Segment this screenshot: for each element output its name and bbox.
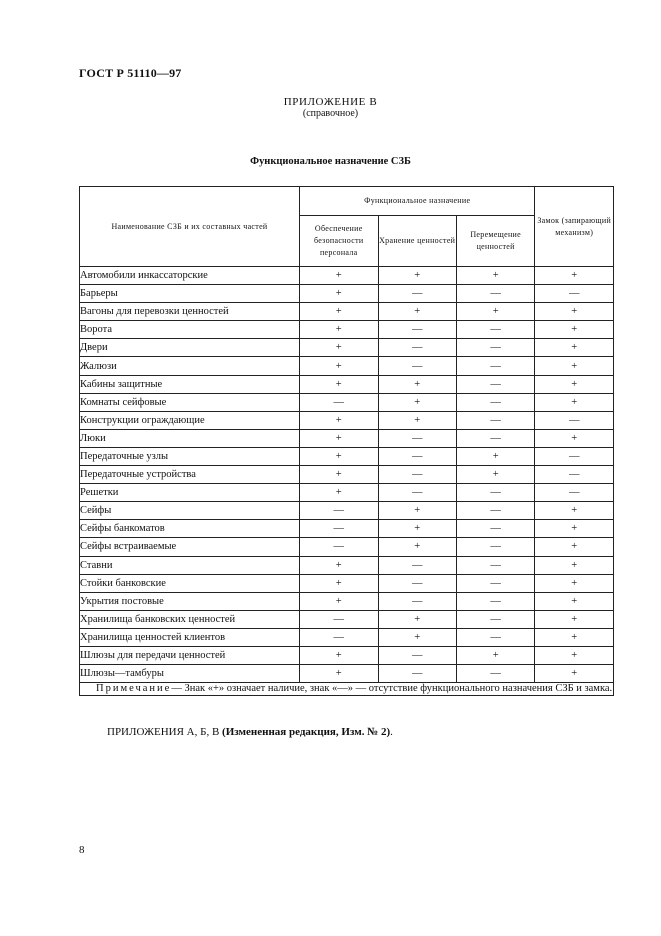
column-header-transfer: Перемещение ценностей bbox=[456, 216, 535, 267]
note-label: Примечание bbox=[96, 683, 172, 695]
cell-security: — bbox=[299, 502, 378, 520]
cell-storage: — bbox=[378, 646, 456, 664]
cell-security: — bbox=[299, 610, 378, 628]
cell-storage: + bbox=[378, 303, 456, 321]
cell-security: + bbox=[299, 466, 378, 484]
cell-transfer: — bbox=[456, 321, 535, 339]
table-note bbox=[80, 683, 614, 696]
cell-security: + bbox=[299, 339, 378, 357]
table-row bbox=[80, 556, 614, 574]
cell-transfer: — bbox=[456, 393, 535, 411]
cell-transfer: — bbox=[456, 502, 535, 520]
cell-storage: — bbox=[378, 665, 456, 683]
cell-lock: + bbox=[535, 502, 614, 520]
row-name: Сейфы банкоматов bbox=[80, 520, 300, 538]
cell-lock: + bbox=[535, 665, 614, 683]
table-row bbox=[80, 574, 614, 592]
document-code: ГОСТ Р 51110—97 bbox=[79, 66, 182, 80]
row-name: Комнаты сейфовые bbox=[80, 393, 300, 411]
row-name: Хранилища ценностей клиентов bbox=[80, 628, 300, 646]
table-row bbox=[80, 267, 614, 285]
cell-storage: — bbox=[378, 339, 456, 357]
cell-security: + bbox=[299, 646, 378, 664]
cell-lock: — bbox=[535, 484, 614, 502]
table-row bbox=[80, 628, 614, 646]
cell-lock: — bbox=[535, 411, 614, 429]
row-name: Ставни bbox=[80, 556, 300, 574]
table-row bbox=[80, 484, 614, 502]
cell-storage: — bbox=[378, 285, 456, 303]
table-row bbox=[80, 339, 614, 357]
column-header-name: Наименование СЗБ и их составных частей bbox=[80, 187, 300, 267]
cell-storage: + bbox=[378, 628, 456, 646]
cell-security: + bbox=[299, 447, 378, 465]
cell-transfer: — bbox=[456, 556, 535, 574]
row-name: Решетки bbox=[80, 484, 300, 502]
cell-security: + bbox=[299, 375, 378, 393]
cell-lock: + bbox=[535, 303, 614, 321]
row-name: Кабины защитные bbox=[80, 375, 300, 393]
cell-lock: + bbox=[535, 520, 614, 538]
cell-security: + bbox=[299, 556, 378, 574]
table-row bbox=[80, 411, 614, 429]
amendment-prefix: ПРИЛОЖЕНИЯ А, Б, В bbox=[107, 726, 220, 738]
cell-transfer: — bbox=[456, 628, 535, 646]
cell-lock: + bbox=[535, 267, 614, 285]
cell-storage: — bbox=[378, 592, 456, 610]
cell-lock: + bbox=[535, 393, 614, 411]
cell-transfer: + bbox=[456, 466, 535, 484]
cell-lock: + bbox=[535, 556, 614, 574]
table-row bbox=[80, 303, 614, 321]
column-header-storage: Хранение ценностей bbox=[378, 216, 456, 267]
cell-transfer: — bbox=[456, 484, 535, 502]
table-row bbox=[80, 393, 614, 411]
cell-security: — bbox=[299, 393, 378, 411]
cell-storage: + bbox=[378, 610, 456, 628]
table-row bbox=[80, 646, 614, 664]
cell-lock: + bbox=[535, 538, 614, 556]
cell-transfer: + bbox=[456, 267, 535, 285]
row-name: Шлюзы—тамбуры bbox=[80, 665, 300, 683]
cell-security: + bbox=[299, 592, 378, 610]
cell-transfer: — bbox=[456, 574, 535, 592]
table-row bbox=[80, 447, 614, 465]
cell-security: — bbox=[299, 628, 378, 646]
cell-transfer: — bbox=[456, 339, 535, 357]
cell-security: — bbox=[299, 520, 378, 538]
row-name: Укрытия постовые bbox=[80, 592, 300, 610]
row-name: Передаточные устройства bbox=[80, 466, 300, 484]
table-row bbox=[80, 375, 614, 393]
cell-lock: + bbox=[535, 429, 614, 447]
cell-transfer: — bbox=[456, 357, 535, 375]
cell-transfer: + bbox=[456, 447, 535, 465]
cell-lock: — bbox=[535, 285, 614, 303]
table-row bbox=[80, 592, 614, 610]
cell-security: + bbox=[299, 411, 378, 429]
cell-storage: + bbox=[378, 375, 456, 393]
cell-storage: — bbox=[378, 574, 456, 592]
table-row bbox=[80, 285, 614, 303]
cell-transfer: — bbox=[456, 538, 535, 556]
row-name: Автомобили инкассаторские bbox=[80, 267, 300, 285]
amendment-note bbox=[107, 726, 393, 738]
row-name: Хранилища банковских ценностей bbox=[80, 610, 300, 628]
table-row bbox=[80, 610, 614, 628]
cell-storage: + bbox=[378, 538, 456, 556]
cell-transfer: — bbox=[456, 610, 535, 628]
cell-storage: — bbox=[378, 447, 456, 465]
row-name: Ворота bbox=[80, 321, 300, 339]
cell-storage: + bbox=[378, 267, 456, 285]
cell-lock: + bbox=[535, 339, 614, 357]
row-name: Вагоны для перевозки ценностей bbox=[80, 303, 300, 321]
cell-security: + bbox=[299, 321, 378, 339]
table-row bbox=[80, 357, 614, 375]
cell-storage: — bbox=[378, 321, 456, 339]
cell-storage: — bbox=[378, 357, 456, 375]
cell-lock: + bbox=[535, 357, 614, 375]
row-name: Конструкции ограждающие bbox=[80, 411, 300, 429]
cell-storage: — bbox=[378, 466, 456, 484]
cell-storage: — bbox=[378, 484, 456, 502]
page-number: 8 bbox=[79, 844, 85, 856]
amendment-bold: (Измененная редакция, Изм. № 2) bbox=[222, 726, 391, 738]
cell-transfer: — bbox=[456, 285, 535, 303]
cell-lock: + bbox=[535, 375, 614, 393]
cell-transfer: + bbox=[456, 646, 535, 664]
cell-transfer: — bbox=[456, 592, 535, 610]
cell-security: + bbox=[299, 303, 378, 321]
cell-security: + bbox=[299, 574, 378, 592]
row-name: Сейфы встраиваемые bbox=[80, 538, 300, 556]
cell-lock: — bbox=[535, 447, 614, 465]
cell-storage: + bbox=[378, 520, 456, 538]
table-row bbox=[80, 466, 614, 484]
cell-transfer: — bbox=[456, 375, 535, 393]
cell-lock: + bbox=[535, 628, 614, 646]
cell-transfer: — bbox=[456, 665, 535, 683]
row-name: Жалюзи bbox=[80, 357, 300, 375]
table-body bbox=[80, 267, 614, 683]
cell-security: + bbox=[299, 665, 378, 683]
cell-lock: + bbox=[535, 592, 614, 610]
cell-lock: + bbox=[535, 646, 614, 664]
cell-transfer: + bbox=[456, 303, 535, 321]
appendix-title: ПРИЛОЖЕНИЕ В bbox=[283, 96, 378, 108]
table-row bbox=[80, 665, 614, 683]
row-name: Барьеры bbox=[80, 285, 300, 303]
row-name: Шлюзы для передачи ценностей bbox=[80, 646, 300, 664]
cell-storage: + bbox=[378, 393, 456, 411]
cell-storage: — bbox=[378, 429, 456, 447]
row-name: Двери bbox=[80, 339, 300, 357]
cell-lock: — bbox=[535, 466, 614, 484]
cell-lock: + bbox=[535, 321, 614, 339]
cell-storage: — bbox=[378, 556, 456, 574]
cell-transfer: — bbox=[456, 411, 535, 429]
row-name: Передаточные узлы bbox=[80, 447, 300, 465]
table-row bbox=[80, 321, 614, 339]
column-header-lock: Замок (запирающий механизм) bbox=[535, 187, 614, 267]
cell-security: + bbox=[299, 484, 378, 502]
cell-security: — bbox=[299, 538, 378, 556]
table-row bbox=[80, 429, 614, 447]
table-title: Функциональное назначение СЗБ bbox=[250, 155, 411, 167]
appendix-subtitle: (справочное) bbox=[302, 108, 359, 119]
amendment-suffix: . bbox=[390, 726, 393, 738]
cell-security: + bbox=[299, 285, 378, 303]
cell-lock: + bbox=[535, 610, 614, 628]
cell-transfer: — bbox=[456, 429, 535, 447]
row-name: Люки bbox=[80, 429, 300, 447]
column-header-security: Обеспечение безопасности персонала bbox=[299, 216, 378, 267]
cell-security: + bbox=[299, 357, 378, 375]
cell-security: + bbox=[299, 429, 378, 447]
table-row bbox=[80, 520, 614, 538]
cell-lock: + bbox=[535, 574, 614, 592]
cell-storage: + bbox=[378, 502, 456, 520]
functional-purpose-table bbox=[79, 186, 614, 696]
cell-storage: + bbox=[378, 411, 456, 429]
row-name: Стойки банковские bbox=[80, 574, 300, 592]
row-name: Сейфы bbox=[80, 502, 300, 520]
column-group-header-function: Функциональное назначение bbox=[299, 187, 534, 216]
cell-security: + bbox=[299, 267, 378, 285]
note-text: — Знак «+» означает наличие, знак «—» — отсутствие функционального назначения СЗБ и замка. bbox=[171, 683, 613, 695]
table-row bbox=[80, 502, 614, 520]
table-row bbox=[80, 538, 614, 556]
cell-transfer: — bbox=[456, 520, 535, 538]
